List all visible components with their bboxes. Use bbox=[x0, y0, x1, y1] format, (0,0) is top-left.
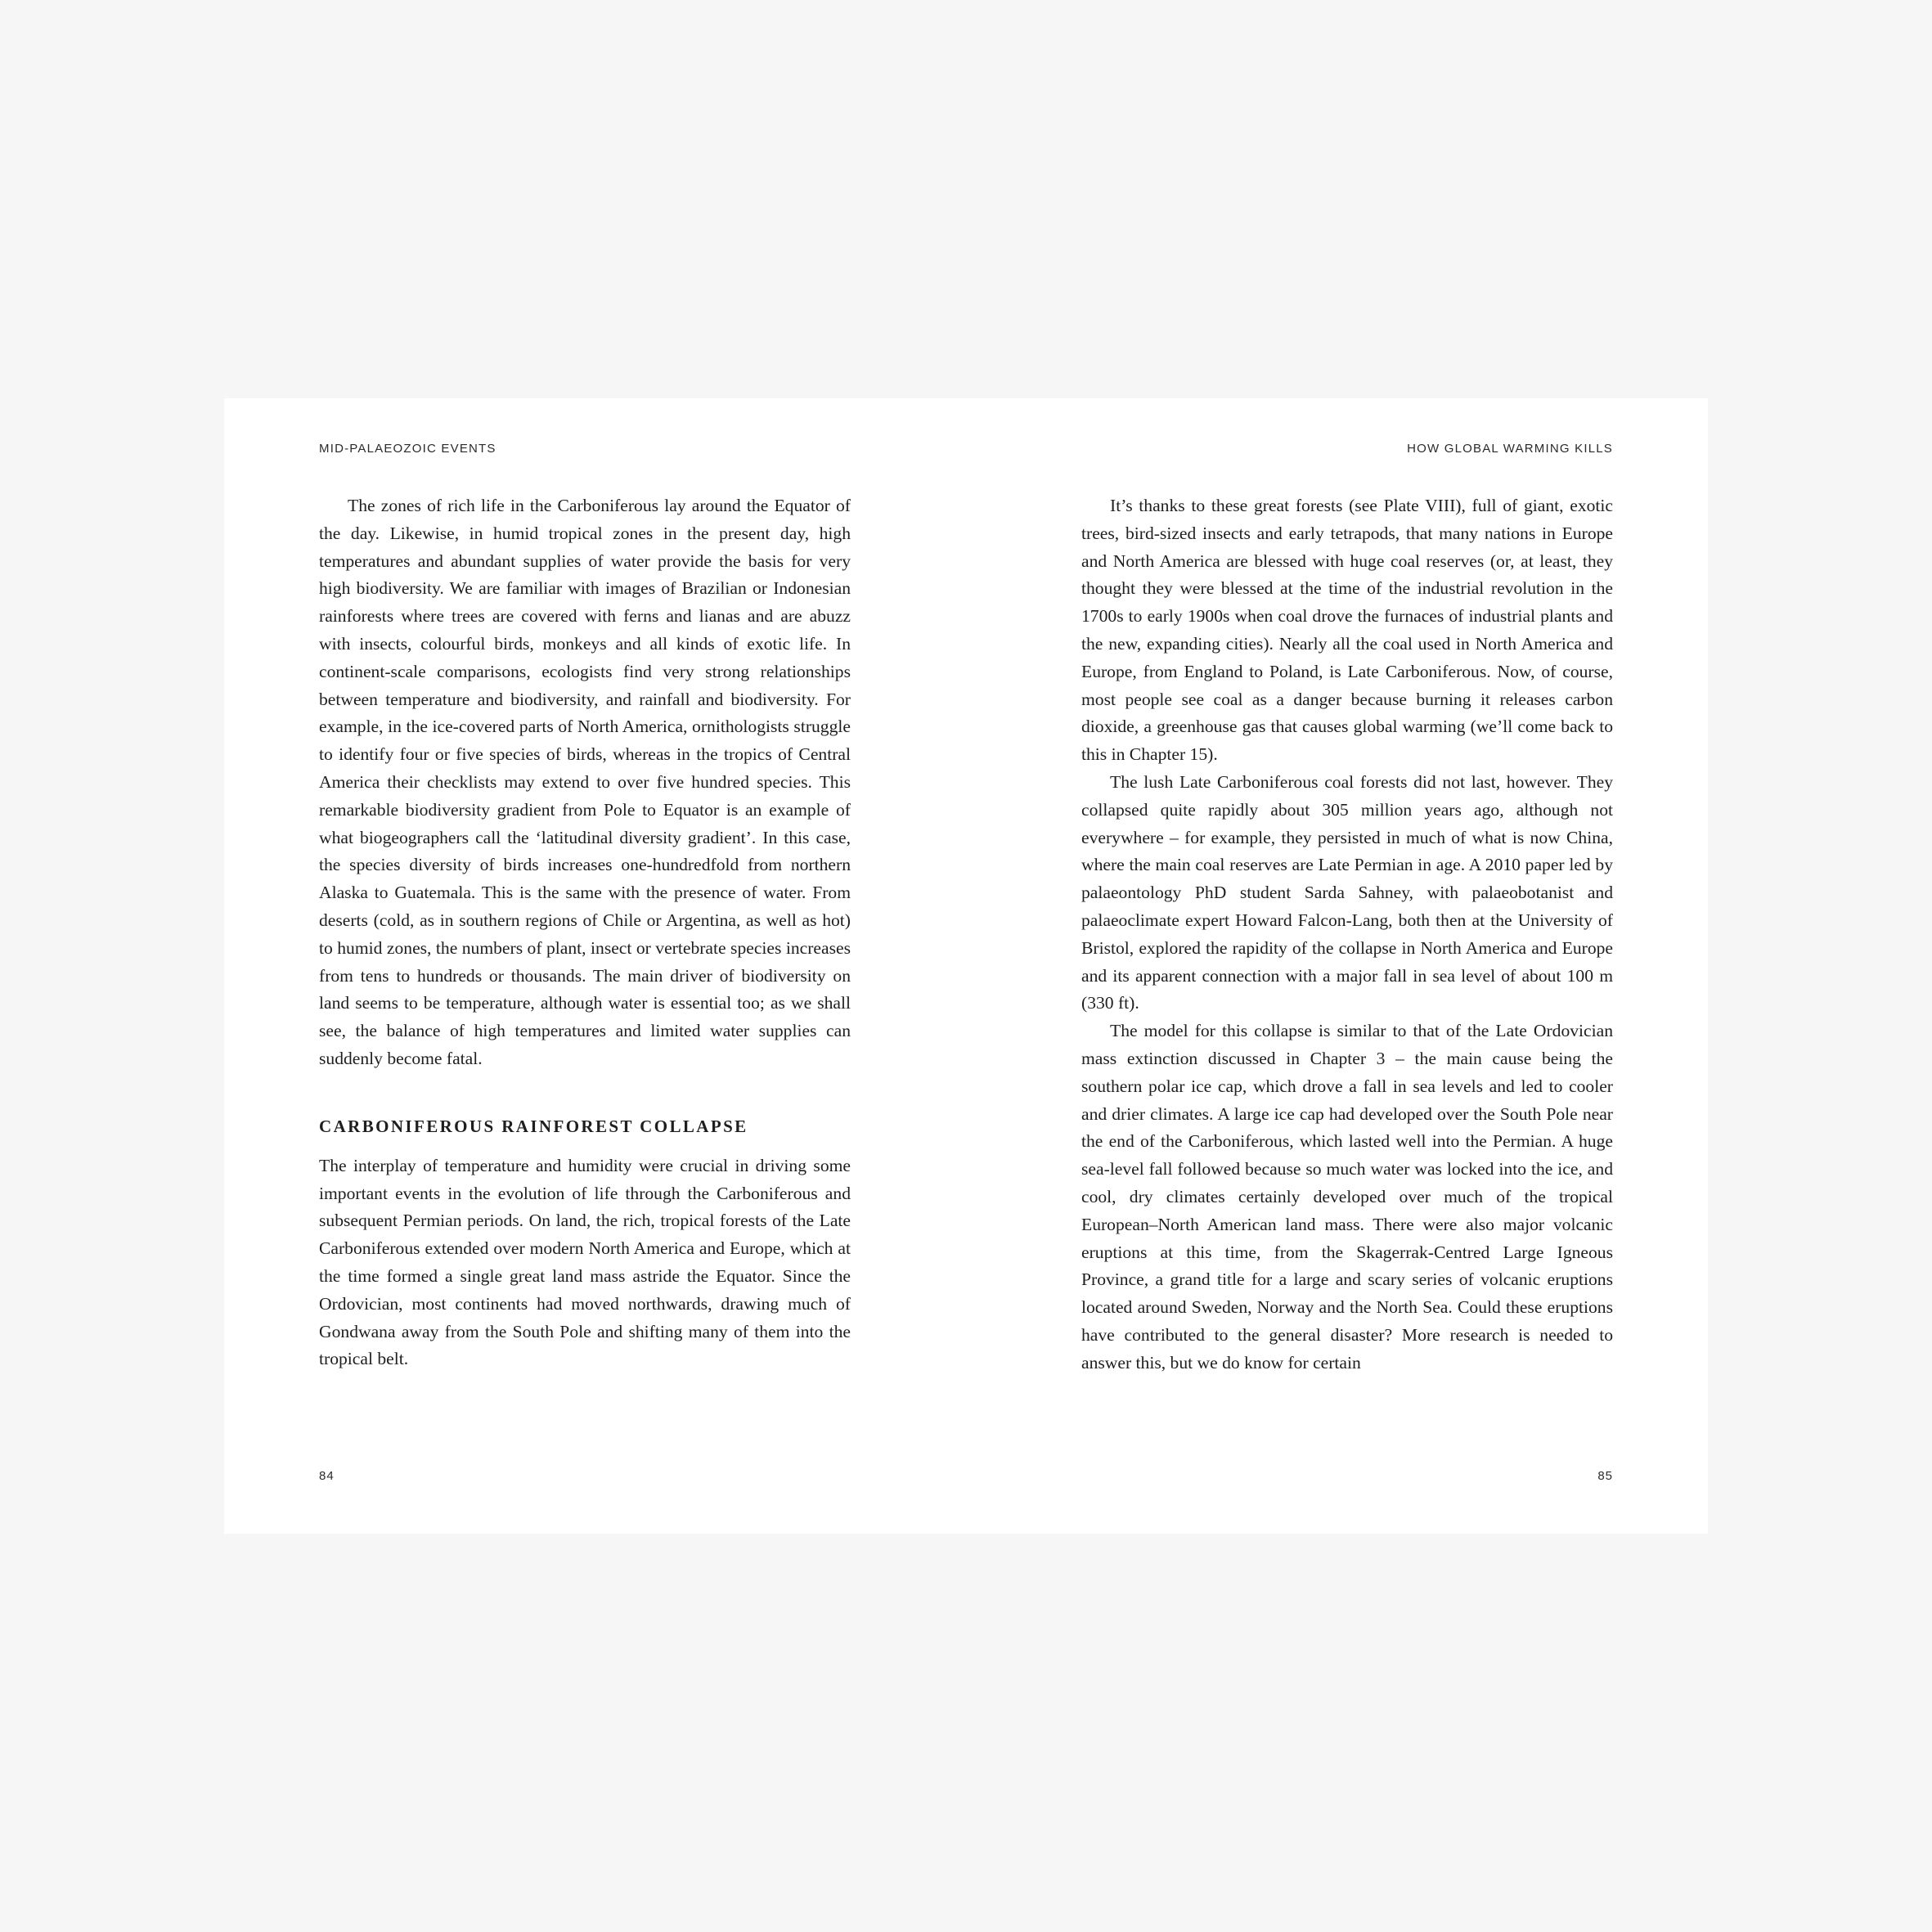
paragraph: It’s thanks to these great forests (see Plate VIII), full of giant, exotic trees, bird-sized insects and early tetrapods, that many nations in Europe and North America are blessed with huge coal reserves (or, at least, they thought they were blessed at the time of the industrial revolution in the 1700s to early 1900s when coal drove the furnaces of industrial plants and the new, expanding cities). Nearly all the coal used in North America and Europe, from England to Poland, is Late Carboniferous. Now, of course, most people see coal as a danger because burning it releases carbon dioxide, a greenhouse gas that causes global warming (we’ll come back to this in Chapter 15). bbox=[1081, 496, 1613, 765]
page-number: 85 bbox=[1597, 1469, 1613, 1483]
page-number: 84 bbox=[319, 1469, 335, 1483]
page-body bbox=[1081, 492, 1613, 1377]
running-head: HOW GLOBAL WARMING KILLS bbox=[1407, 442, 1613, 456]
paragraph: The zones of rich life in the Carboniferous lay around the Equator of the day. Likewise, in humid tropical zones in the present day, high temperatures and abundant supplies of water provide the basis for very high biodiversity. We are familiar with images of Brazilian or Indonesian rainforests where trees are covered with ferns and lianas and are abuzz with insects, colourful birds, monkeys and all kinds of exotic life. In continent-scale comparisons, ecologists find very strong relationships between temperature and biodiversity, and rainfall and biodiversity. For example, in the ice-covered parts of North America, ornithologists struggle to identify four or five species of birds, whereas in the tropics of Central America their checklists may extend to over five hundred species. This remarkable biodiversity gradient from Pole to Equator is an example of what biogeographers call the ‘latitudinal diversity gradient’. In this case, the species diversity of birds increases one-hundredfold from northern Alaska to Guatemala. This is the same with the presence of water. From deserts (cold, as in southern regions of Chile or Argentina, as well as hot) to humid zones, the numbers of plant, insect or vertebrate species increases from tens to hundreds or thousands. The main driver of biodiversity on land seems to be temperature, although water is essential too; as we shall see, the balance of high temperatures and limited water supplies can suddenly become fatal. bbox=[319, 496, 851, 1068]
left-page bbox=[319, 398, 851, 1534]
paragraph: The lush Late Carboniferous coal forests did not last, however. They collapsed quite rapidly about 305 million years ago, although not everywhere – for example, they persisted in much of what is now China, where the main coal reserves are Late Permian in age. A 2010 paper led by palaeontology PhD student Sarda Sahney, with palaeobotanist and palaeoclimate expert Howard Falcon-Lang, both then at the University of Bristol, explored the rapidity of the collapse in North America and Europe and its apparent connection with a major fall in sea level of about 100 m (330 ft). bbox=[1081, 771, 1613, 1013]
book-spread bbox=[224, 398, 1708, 1534]
running-head: MID-PALAEOZOIC EVENTS bbox=[319, 442, 496, 456]
paragraph: The model for this collapse is similar to that of the Late Ordovician mass extinction discussed in Chapter 3 – the main cause being the southern polar ice cap, which drove a fall in sea levels and led to cooler and drier climates. A large ice cap had developed over the South Pole near the end of the Carboniferous, which lasted well into the Permian. A huge sea-level fall followed because so much water was locked into the ice, and cool, dry climates certainly developed over much of the tropical European–North American land mass. There were also major volcanic eruptions at this time, from the Skagerrak-Centred Large Igneous Province, a grand title for a large and scary series of volcanic eruptions located around Sweden, Norway and the North Sea. Could these eruptions have contributed to the general disaster? More research is needed to answer this, but we do know for certain bbox=[1081, 1021, 1613, 1373]
section-heading: CARBONIFEROUS RAINFOREST COLLAPSE bbox=[319, 1116, 748, 1136]
page-body bbox=[319, 492, 851, 1373]
right-page bbox=[1081, 398, 1613, 1534]
paragraph: The interplay of temperature and humidity were crucial in driving some important events in the evolution of life through the Carboniferous and subsequent Permian periods. On land, the rich, tropical forests of the Late Carboniferous extended over modern North America and Europe, which at the time formed a single great land mass astride the Equator. Since the Ordovician, most continents had moved northwards, drawing much of Gondwana away from the South Pole and shifting many of them into the tropical belt. bbox=[319, 1155, 851, 1369]
